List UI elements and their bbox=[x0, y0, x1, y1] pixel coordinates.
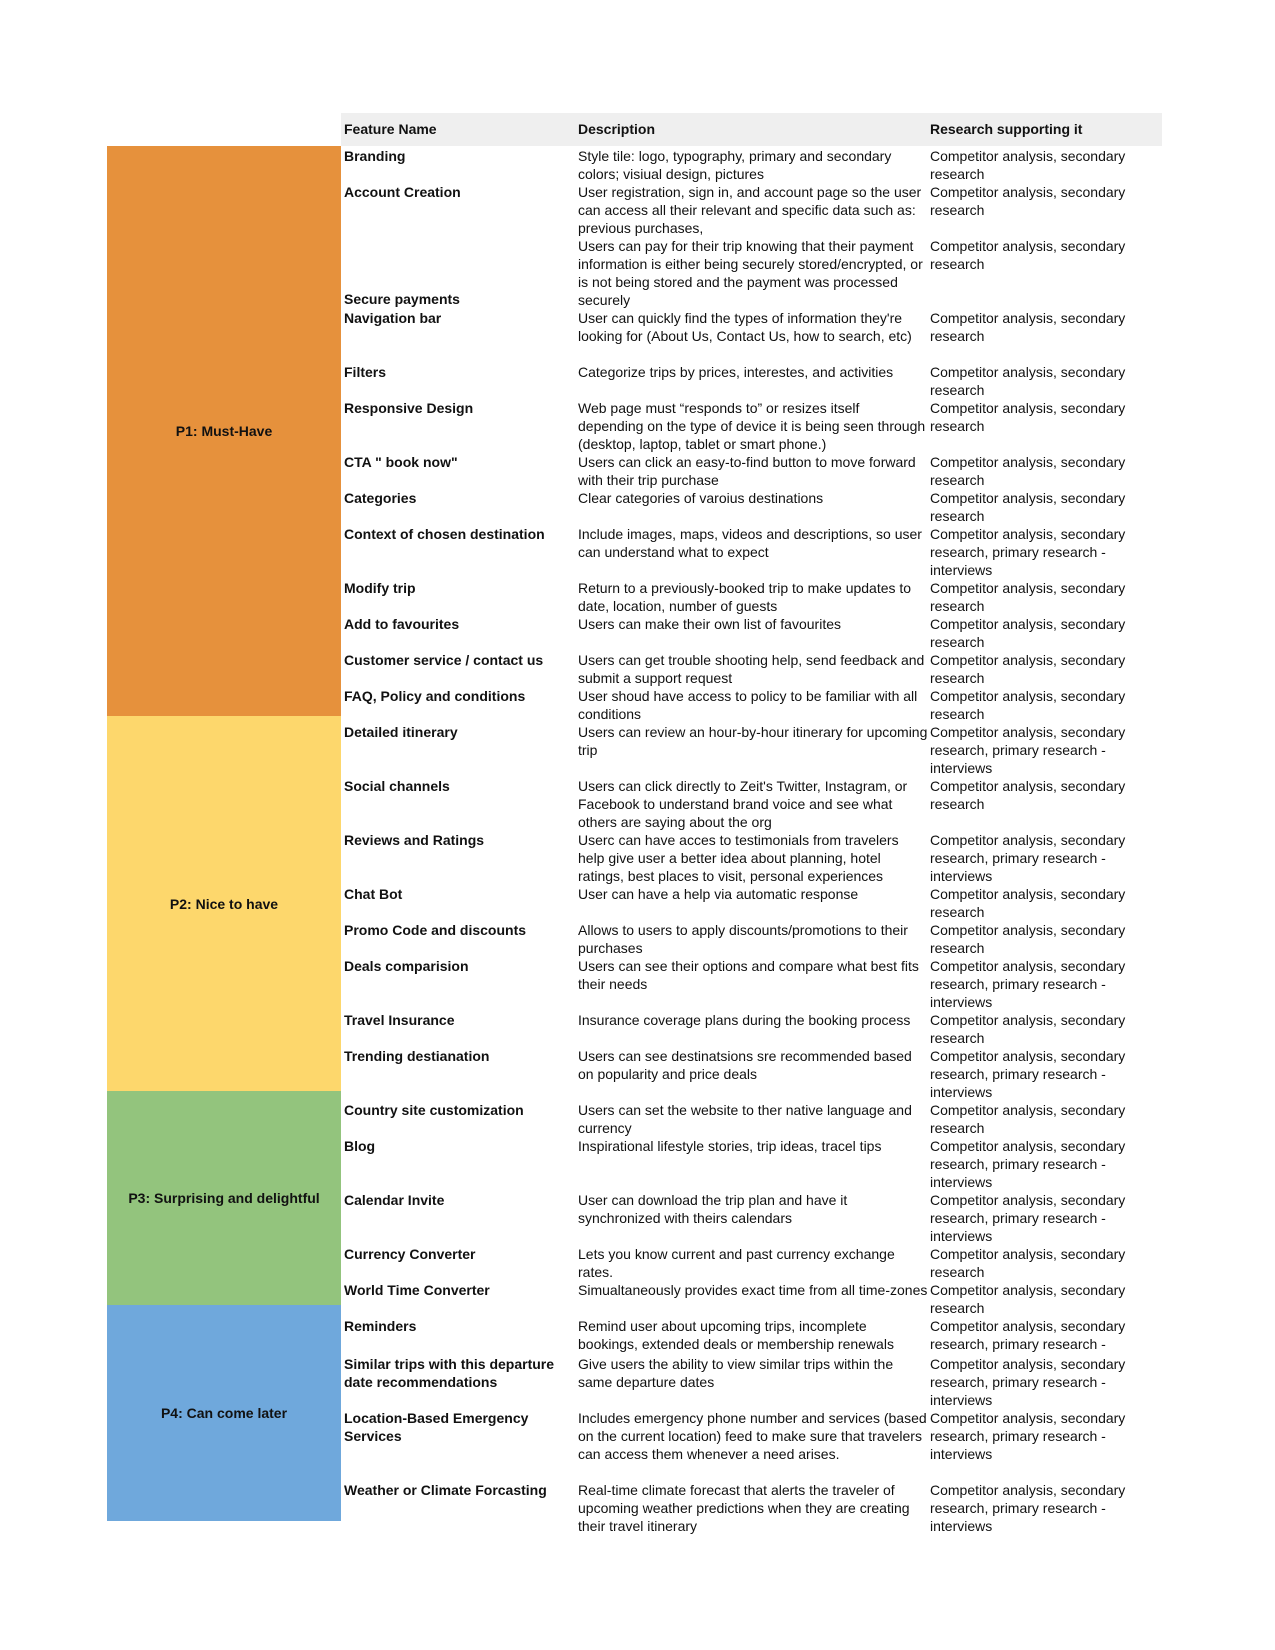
feature-description: User can have a help via automatic response bbox=[578, 886, 859, 902]
feature-research: Competitor analysis, secondary research, primary research - interviews bbox=[930, 958, 1126, 1010]
feature-description: Clear categories of varoius destinations bbox=[578, 490, 824, 506]
feature-name: Filters bbox=[344, 364, 387, 380]
feature-description: Users can click directly to Zeit's Twitter, Instagram, or Facebook to understand brand voice and see what others are saying about the org bbox=[578, 778, 908, 830]
feature-description: Users can click an easy-to-find button to move forward with their trip purchase bbox=[578, 454, 916, 488]
feature-description: Categorize trips by prices, interestes, and activities bbox=[578, 364, 894, 380]
feature-name: Trending destianation bbox=[344, 1048, 490, 1064]
feature-name: Blog bbox=[344, 1138, 376, 1154]
feature-description: Users can see destinatsions sre recommended based on popularity and price deals bbox=[578, 1048, 912, 1082]
feature-research: Competitor analysis, secondary research, primary research - interviews bbox=[930, 1048, 1126, 1100]
feature-description: Users can pay for their trip knowing that their payment information is either being securely stored/encrypted, or is not being stored and the payment was processed securely bbox=[578, 238, 923, 308]
feature-research: Competitor analysis, secondary research bbox=[930, 652, 1126, 686]
priority-band-p3: P3: Surprising and delightful bbox=[107, 1091, 341, 1305]
feature-name: Modify trip bbox=[344, 580, 416, 596]
feature-name: Account Creation bbox=[344, 184, 461, 200]
feature-research: Competitor analysis, secondary research bbox=[930, 616, 1126, 650]
priority-band-p2: P2: Nice to have bbox=[107, 716, 341, 1091]
feature-description: Simualtaneously provides exact time from all time-zones bbox=[578, 1282, 928, 1298]
priority-band-p1: P1: Must-Have bbox=[107, 146, 341, 716]
feature-research: Competitor analysis, secondary research bbox=[930, 688, 1126, 722]
feature-research: Competitor analysis, secondary research bbox=[930, 148, 1126, 182]
feature-research: Competitor analysis, secondary research, primary research - interviews bbox=[930, 1482, 1126, 1534]
feature-research: Competitor analysis, secondary research bbox=[930, 238, 1126, 272]
feature-research: Competitor analysis, secondary research bbox=[930, 922, 1126, 956]
feature-name: Branding bbox=[344, 148, 406, 164]
feature-research: Competitor analysis, secondary research, primary research - interviews bbox=[930, 1356, 1126, 1408]
feature-name: Customer service / contact us bbox=[344, 652, 544, 668]
feature-description: Users can get trouble shooting help, send feedback and submit a support request bbox=[578, 652, 925, 686]
feature-description: User registration, sign in, and account page so the user can access all their relevant and specific data such as: previous purchases, bbox=[578, 184, 922, 236]
feature-name: Travel Insurance bbox=[344, 1012, 455, 1028]
feature-name: Add to favourites bbox=[344, 616, 460, 632]
feature-description: User can download the trip plan and have it synchronized with theirs calendars bbox=[578, 1192, 848, 1226]
feature-name: Weather or Climate Forcasting bbox=[344, 1482, 547, 1498]
feature-description: Return to a previously-booked trip to make updates to date, location, number of guests bbox=[578, 580, 912, 614]
feature-research: Competitor analysis, secondary research bbox=[930, 400, 1126, 434]
feature-name: Calendar Invite bbox=[344, 1192, 445, 1208]
table-header bbox=[341, 113, 1162, 146]
feature-description: Inspirational lifestyle stories, trip ideas, tracel tips bbox=[578, 1138, 882, 1154]
feature-research: Competitor analysis, secondary research bbox=[930, 580, 1126, 614]
feature-name: World Time Converter bbox=[344, 1282, 490, 1298]
feature-description: Insurance coverage plans during the booking process bbox=[578, 1012, 911, 1028]
feature-name: Reminders bbox=[344, 1318, 417, 1334]
feature-name: Responsive Design bbox=[344, 400, 474, 416]
feature-research: Competitor analysis, secondary research, primary research - interviews bbox=[930, 1410, 1126, 1462]
feature-description: User can quickly find the types of information they're looking for (About Us, Contact Us, how to search, etc) bbox=[578, 310, 912, 344]
feature-name: Chat Bot bbox=[344, 886, 403, 902]
feature-description: Real-time climate forecast that alerts the traveler of upcoming weather predictions when they are creating their travel itinerary bbox=[578, 1482, 910, 1534]
feature-name: Navigation bar bbox=[344, 310, 442, 326]
feature-name: Promo Code and discounts bbox=[344, 922, 527, 938]
feature-research: Competitor analysis, secondary research bbox=[930, 1282, 1126, 1316]
feature-research: Competitor analysis, secondary research bbox=[930, 1012, 1126, 1046]
feature-name: Social channels bbox=[344, 778, 450, 794]
feature-name: Currency Converter bbox=[344, 1246, 476, 1262]
feature-research: Competitor analysis, secondary research bbox=[930, 886, 1126, 920]
feature-name: Deals comparision bbox=[344, 958, 469, 974]
feature-description: Give users the ability to view similar trips within the same departure dates bbox=[578, 1356, 894, 1390]
feature-research: Competitor analysis, secondary research, primary research - interviews bbox=[930, 526, 1126, 578]
feature-research: Competitor analysis, secondary research bbox=[930, 1102, 1126, 1136]
feature-research: Competitor analysis, secondary research, primary research - bbox=[930, 1318, 1126, 1352]
feature-research: Competitor analysis, secondary research bbox=[930, 490, 1126, 524]
feature-name: Categories bbox=[344, 490, 417, 506]
feature-name: Location-Based Emergency Services bbox=[344, 1410, 529, 1444]
feature-name: CTA " book now" bbox=[344, 454, 458, 470]
feature-description: Allows to users to apply discounts/promotions to their purchases bbox=[578, 922, 908, 956]
feature-name: Secure payments bbox=[344, 291, 460, 307]
feature-description: User shoud have access to policy to be familiar with all conditions bbox=[578, 688, 918, 722]
header-description: Description bbox=[578, 121, 656, 137]
header-research: Research supporting it bbox=[930, 121, 1083, 137]
feature-name: Detailed itinerary bbox=[344, 724, 458, 740]
feature-research: Competitor analysis, secondary research, primary research - interviews bbox=[930, 832, 1126, 884]
feature-research: Competitor analysis, secondary research, primary research - interviews bbox=[930, 1192, 1126, 1244]
feature-description: Include images, maps, videos and descriptions, so user can understand what to expect bbox=[578, 526, 922, 560]
feature-research: Competitor analysis, secondary research bbox=[930, 778, 1126, 812]
feature-name: Context of chosen destination bbox=[344, 526, 545, 542]
feature-description: Users can see their options and compare what best fits their needs bbox=[578, 958, 919, 992]
feature-description: Users can set the website to ther native language and currency bbox=[578, 1102, 912, 1136]
feature-research: Competitor analysis, secondary research bbox=[930, 184, 1126, 218]
feature-name: FAQ, Policy and conditions bbox=[344, 688, 526, 704]
feature-description: Users can make their own list of favourites bbox=[578, 616, 841, 632]
feature-research: Competitor analysis, secondary research bbox=[930, 1246, 1126, 1280]
priority-band-p4: P4: Can come later bbox=[107, 1305, 341, 1521]
feature-description: Web page must “responds to” or resizes itself depending on the type of device it is being seen through (desktop, laptop, tablet or smart phone.) bbox=[578, 400, 926, 452]
feature-research: Competitor analysis, secondary research bbox=[930, 454, 1126, 488]
feature-research: Competitor analysis, secondary research bbox=[930, 364, 1126, 398]
feature-description: Includes emergency phone number and services (based on the current location) feed to make sure that travelers can access them whenever a need arises. bbox=[578, 1410, 927, 1462]
feature-description: Style tile: logo, typography, primary and secondary colors; visiual design, pictures bbox=[578, 148, 892, 182]
feature-description: Remind user about upcoming trips, incomplete bookings, extended deals or membership renewals bbox=[578, 1318, 894, 1352]
feature-description: Userc can have acces to testimonials from travelers help give user a better idea about planning, hotel ratings, best places to visit, personal experiences bbox=[578, 832, 899, 884]
feature-description: Lets you know current and past currency exchange rates. bbox=[578, 1246, 895, 1280]
feature-description: Users can review an hour-by-hour itinerary for upcoming trip bbox=[578, 724, 928, 758]
feature-name: Country site customization bbox=[344, 1102, 524, 1118]
feature-research: Competitor analysis, secondary research, primary research - interviews bbox=[930, 724, 1126, 776]
header-feature-name: Feature Name bbox=[344, 121, 437, 137]
feature-research: Competitor analysis, secondary research bbox=[930, 310, 1126, 344]
feature-name: Reviews and Ratings bbox=[344, 832, 485, 848]
feature-name: Similar trips with this departure date recommendations bbox=[344, 1356, 555, 1390]
feature-research: Competitor analysis, secondary research, primary research - interviews bbox=[930, 1138, 1126, 1190]
